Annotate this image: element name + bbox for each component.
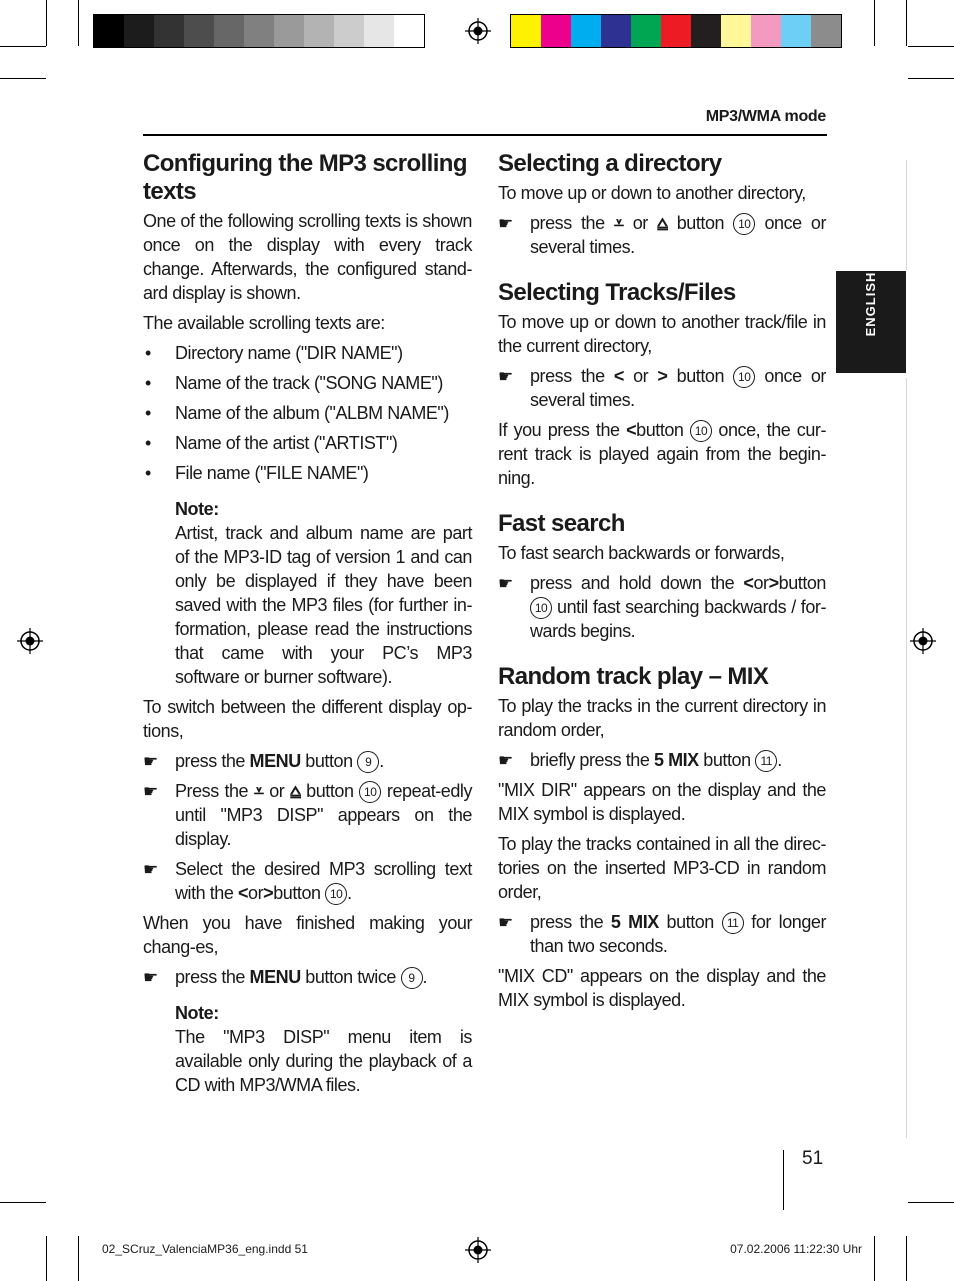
step-item [498, 211, 826, 259]
heading-fast-search: Fast search [498, 510, 625, 537]
heading-selecting-tracks: Selecting Tracks/Files [498, 279, 736, 306]
bullet-icon: • [145, 403, 151, 423]
step-item [143, 749, 472, 773]
list-item-text: File name ("FILE NAME") [175, 463, 369, 483]
registration-mark-icon [17, 628, 43, 654]
button-number-badge: 9 [401, 967, 423, 989]
arrow-up-icon: ⩠ [290, 781, 301, 801]
color-swatch [94, 15, 124, 47]
note-body: Artist, track and album name are part of the MP3-ID tag of version 1 and can only be displayed if they have been saved with the MP3 files (for further in-formation, please read the instructions that came with your PC’s MP3 software or burner software). [175, 523, 472, 687]
note-block [143, 497, 472, 689]
list-item [143, 431, 472, 455]
list-item [143, 371, 472, 395]
bullet-icon: • [145, 463, 151, 483]
crop-mark [908, 46, 954, 47]
color-swatch [661, 15, 691, 47]
running-head: MP3/WMA mode [705, 108, 826, 125]
paragraph-dir-intro: To move up or down to another directory, [498, 183, 806, 203]
header-rule [143, 134, 827, 136]
side-rule [906, 160, 907, 270]
button-number-badge: 10 [733, 213, 755, 235]
button-number-badge: 10 [325, 883, 347, 905]
button-number-badge: 10 [690, 420, 712, 442]
paragraph-tracks-after [498, 418, 826, 490]
arrow-down-icon: ⩡ [253, 781, 264, 801]
color-swatch [811, 15, 841, 47]
step-text: Press the [175, 781, 254, 801]
crop-mark [906, 0, 907, 46]
step-text: once or several times. [530, 366, 826, 410]
step-item [498, 910, 826, 958]
arrow-left-icon: < [743, 573, 754, 593]
crop-mark [46, 1236, 47, 1281]
crop-mark [906, 1236, 907, 1281]
crop-mark [0, 46, 46, 47]
color-swatch [751, 15, 781, 47]
color-swatch [511, 15, 541, 47]
spacer [498, 496, 826, 510]
registration-mark-icon [465, 18, 491, 44]
left-column [143, 150, 472, 1103]
steps-list [498, 910, 826, 958]
step-text: . [777, 750, 782, 770]
color-swatch [304, 15, 334, 47]
crop-mark [78, 0, 79, 46]
note-title: Note: [175, 1003, 219, 1023]
color-swatch [691, 15, 721, 47]
color-swatch [631, 15, 661, 47]
step-text: . [379, 751, 384, 771]
step-text: press the [175, 967, 250, 987]
color-swatch [601, 15, 631, 47]
color-swatch [364, 15, 394, 47]
step-text: or [623, 366, 658, 386]
heading-random-track-mix: Random track play – MIX [498, 663, 769, 690]
color-swatch [214, 15, 244, 47]
arrow-right-icon: > [657, 366, 668, 386]
step-text: button [667, 213, 734, 233]
arrow-left-icon: < [613, 366, 624, 386]
pointing-hand-icon: ☛ [498, 913, 513, 932]
step-text: briefly press the [530, 750, 654, 770]
steps-list [498, 211, 826, 259]
step-text: or [623, 213, 658, 233]
step-text: button [300, 781, 360, 801]
step-text: . [347, 883, 352, 903]
step-text: repeat-edly until "MP3 DISP" appears on the display. [175, 781, 473, 849]
pointing-hand-icon: ☛ [143, 752, 158, 771]
pointing-hand-icon: ☛ [498, 574, 513, 593]
crop-mark [46, 0, 47, 46]
step-text: press the [175, 751, 250, 771]
right-column [498, 150, 826, 1018]
arrow-up-icon: ⩠ [657, 213, 668, 233]
note-block [143, 1001, 472, 1097]
crop-mark [908, 78, 954, 79]
list-item-text: Name of the track ("SONG NAME") [175, 373, 443, 393]
step-item [143, 779, 472, 851]
paragraph-fast-intro: To fast search backwards or forwards, [498, 543, 785, 563]
grayscale-color-bar [93, 14, 425, 48]
step-text: button [778, 573, 826, 593]
step-text: or [263, 781, 290, 801]
side-rule [906, 378, 907, 1138]
list-item [143, 401, 472, 425]
page-number-rule [783, 1150, 784, 1210]
color-swatch [244, 15, 274, 47]
button-number-badge: 10 [530, 597, 552, 619]
arrow-right-icon: > [263, 883, 274, 903]
bullet-icon: • [145, 433, 151, 453]
color-swatch [184, 15, 214, 47]
pointing-hand-icon: ☛ [143, 860, 158, 879]
button-number-badge: 11 [755, 750, 777, 772]
pointing-hand-icon: ☛ [498, 751, 513, 770]
crop-mark [874, 0, 875, 46]
pointing-hand-icon: ☛ [498, 367, 513, 386]
color-swatch [154, 15, 184, 47]
step-text: button [273, 883, 326, 903]
menu-key-label: MENU [249, 967, 301, 987]
step-text: button [698, 750, 756, 770]
process-color-bar [510, 14, 842, 48]
page-number: 51 [802, 1148, 824, 1169]
color-swatch [274, 15, 304, 47]
paragraph-mix-all: To play the tracks contained in all the direc-tories on the inserted MP3-CD in random order, [498, 834, 826, 902]
crop-mark [874, 1236, 875, 1281]
paragraph-text: If you press the [498, 420, 627, 440]
button-number-badge: 9 [357, 751, 379, 773]
list-item-text: Name of the artist ("ARTIST") [175, 433, 398, 453]
slug-file: 02_SCruz_ValenciaMP36_eng.indd 51 [102, 1242, 308, 1256]
paragraph-intro: One of the following scrolling texts is shown once on the display with every track change. Afterwards, the configured stand-ard display is shown. [143, 211, 472, 303]
pointing-hand-icon: ☛ [143, 782, 158, 801]
step-text: button twice [300, 967, 401, 987]
step-text: or [248, 883, 264, 903]
list-item [143, 341, 472, 365]
paragraph-switch-intro: To switch between the different display op-tions, [143, 697, 472, 741]
button-number-badge: 10 [359, 781, 381, 803]
paragraph-available: The available scrolling texts are: [143, 313, 385, 333]
step-text: button [667, 366, 734, 386]
step-text: button [658, 912, 722, 932]
paragraph-text: once, the cur-rent track is played again from the begin-ning. [498, 420, 826, 488]
paragraph-finished: When you have finished making your chang-es, [143, 913, 472, 957]
step-item [498, 748, 826, 772]
step-item [498, 364, 826, 412]
step-text: press and hold down the [530, 573, 744, 593]
button-number-badge: 10 [733, 366, 755, 388]
paragraph-mix-dir: "MIX DIR" appears on the display and the MIX symbol is displayed. [498, 780, 826, 824]
steps-list [143, 749, 472, 905]
color-swatch [781, 15, 811, 47]
mix-key-label: 5 MIX [653, 750, 699, 770]
step-text: press the [530, 366, 614, 386]
color-swatch [541, 15, 571, 47]
menu-key-label: MENU [249, 751, 301, 771]
arrow-down-icon: ⩡ [613, 213, 624, 233]
spacer [498, 265, 826, 279]
pointing-hand-icon: ☛ [143, 968, 158, 987]
color-swatch [394, 15, 424, 47]
paragraph-mix-cd: "MIX CD" appears on the display and the MIX symbol is displayed. [498, 966, 826, 1010]
color-swatch [571, 15, 601, 47]
list-item-text: Directory name ("DIR NAME") [175, 343, 403, 363]
heading-selecting-directory: Selecting a directory [498, 150, 722, 177]
step-text: or [753, 573, 769, 593]
registration-mark-icon [910, 628, 936, 654]
crop-mark [78, 1236, 79, 1281]
note-body: The "MP3 DISP" menu item is available only during the playback of a CD with MP3/WMA files. [175, 1027, 472, 1095]
paragraph-text: button [636, 420, 690, 440]
button-number-badge: 11 [722, 912, 744, 934]
step-text: button [300, 751, 358, 771]
language-tab-label: ENGLISH [863, 271, 878, 337]
paragraph-mix-intro: To play the tracks in the current directory in random order, [498, 696, 826, 740]
heading-configuring-scrolling-texts: Configuring the MP3 scrolling texts [143, 150, 467, 205]
step-item [498, 571, 826, 643]
scrolling-text-list [143, 341, 472, 485]
step-text: . [422, 967, 428, 987]
step-text: for longer than two seconds. [530, 912, 827, 956]
list-item [143, 461, 472, 485]
color-swatch [334, 15, 364, 47]
bullet-icon: • [145, 373, 151, 393]
paragraph-tracks-intro: To move up or down to another track/file in the current directory, [498, 312, 826, 356]
arrow-left-icon: < [626, 420, 637, 440]
step-item [143, 857, 472, 905]
spacer [498, 649, 826, 663]
bullet-icon: • [145, 343, 151, 363]
steps-list [498, 748, 826, 772]
step-text: press the [530, 912, 611, 932]
step-text: press the [530, 213, 614, 233]
language-tab [836, 271, 906, 373]
mix-key-label: 5 MIX [610, 912, 659, 932]
color-swatch [124, 15, 154, 47]
color-swatch [721, 15, 751, 47]
arrow-left-icon: < [237, 883, 249, 903]
crop-mark [908, 1202, 954, 1203]
registration-mark-icon [465, 1237, 491, 1263]
step-text: until fast searching backwards / for-wards begins. [530, 597, 826, 641]
slug-datetime: 07.02.2006 11:22:30 Uhr [730, 1242, 862, 1256]
note-title: Note: [175, 499, 219, 519]
crop-mark [0, 78, 46, 79]
pointing-hand-icon: ☛ [498, 214, 513, 233]
steps-list [498, 571, 826, 643]
steps-list [498, 364, 826, 412]
arrow-right-icon: > [768, 573, 779, 593]
step-text: Select the desired MP3 scrolling text with the [175, 859, 472, 903]
step-item [143, 965, 472, 989]
crop-mark [0, 1202, 46, 1203]
list-item-text: Name of the album ("ALBM NAME") [175, 403, 449, 423]
step-text: once or several times. [530, 213, 826, 257]
steps-list [143, 965, 472, 989]
